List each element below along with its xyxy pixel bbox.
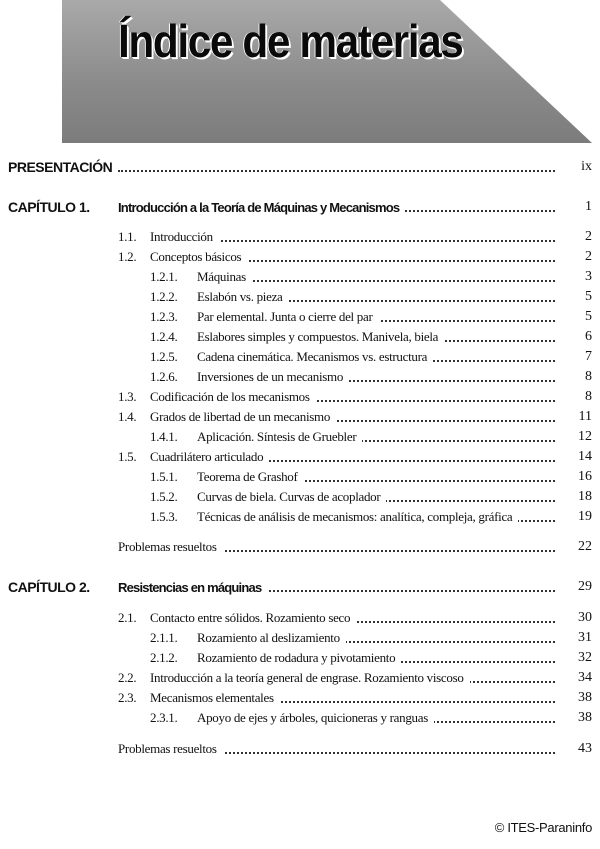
toc-subsection[interactable] [0, 629, 600, 649]
entry-number: 1.4. [118, 409, 137, 424]
toc-subsection[interactable] [0, 649, 600, 669]
toc-presentation[interactable] [0, 158, 600, 178]
entry-title: Máquinas [197, 269, 252, 285]
entry-title: Rozamiento al deslizamiento [197, 630, 346, 646]
entry-number: 1.2. [118, 249, 137, 264]
entry-number: 2.3. [118, 690, 137, 705]
entry-number: 2.1. [118, 610, 137, 625]
toc-subsection[interactable] [0, 328, 600, 348]
page-number: ix [581, 159, 592, 174]
entry-number: 2.1.1. [150, 630, 178, 645]
toc-subsection[interactable] [0, 468, 600, 488]
entry-title: Eslabón vs. pieza [197, 289, 289, 305]
entry-title: Teorema de Grashof [197, 469, 304, 485]
toc-section[interactable] [0, 408, 600, 428]
entry-title: Curvas de biela. Curvas de acoplador [197, 489, 386, 505]
chapter-label: PRESENTACIÓN [8, 159, 113, 175]
entry-number: 1.2.4. [150, 329, 178, 344]
entry-number: 1.4.1. [150, 429, 178, 444]
page-number: 34 [578, 670, 592, 685]
toc-problems[interactable] [0, 740, 600, 760]
toc-section[interactable] [0, 689, 600, 709]
toc-subsection[interactable] [0, 268, 600, 288]
entry-title: Contacto entre sólidos. Rozamiento seco [150, 610, 356, 626]
entry-title: Apoyo de ejes y árboles, quicioneras y ranguas [197, 710, 434, 726]
toc-subsection[interactable] [0, 368, 600, 388]
entry-number: 1.3. [118, 389, 137, 404]
entry-title: Resistencias en máquinas [118, 580, 267, 595]
entry-number: 1.1. [118, 229, 137, 244]
page-number: 7 [585, 349, 592, 364]
entry-number: 1.2.6. [150, 369, 178, 384]
page-number: 8 [585, 369, 592, 384]
entry-title: Aplicación. Síntesis de Gruebler [197, 429, 362, 445]
page-number: 3 [585, 269, 592, 284]
page-number: 30 [578, 610, 592, 625]
page-number: 43 [578, 741, 592, 756]
page-number: 22 [578, 539, 592, 554]
entry-number: 1.5.3. [150, 509, 178, 524]
entry-title: Conceptos básicos [150, 249, 247, 265]
chapter-label: CAPÍTULO 1. [8, 199, 90, 215]
chapter-label: CAPÍTULO 2. [8, 579, 90, 595]
page-number: 31 [578, 630, 592, 645]
entry-number: 2.2. [118, 670, 137, 685]
toc-subsection[interactable] [0, 488, 600, 508]
entry-number: 2.1.2. [150, 650, 178, 665]
entry-title: Introducción a la teoría general de engrase. Rozamiento viscoso [150, 670, 470, 686]
page-number: 11 [578, 409, 592, 424]
entry-number: 1.2.5. [150, 349, 178, 364]
entry-title: Problemas resueltos [118, 539, 223, 555]
page-number: 32 [578, 650, 592, 665]
toc-chapter[interactable] [0, 578, 600, 598]
toc-section[interactable] [0, 448, 600, 468]
page-title: Índice de materias [118, 15, 463, 67]
page-number: 12 [578, 429, 592, 444]
entry-number: 1.2.3. [150, 309, 178, 324]
page-number: 8 [585, 389, 592, 404]
toc-subsection[interactable] [0, 508, 600, 528]
toc-subsection[interactable] [0, 709, 600, 729]
toc-section[interactable] [0, 228, 600, 248]
entry-title: Mecanismos elementales [150, 690, 280, 706]
dot-leader [118, 170, 555, 172]
toc-problems[interactable] [0, 538, 600, 558]
copyright-footer: © ITES-Paraninfo [494, 820, 592, 835]
toc-section[interactable] [0, 609, 600, 629]
page-number: 14 [578, 449, 592, 464]
entry-title: Cuadrilátero articulado [150, 449, 269, 465]
page-number: 5 [585, 289, 592, 304]
toc-section[interactable] [0, 388, 600, 408]
page-number: 29 [578, 579, 592, 594]
entry-title: Técnicas de análisis de mecanismos: analítica, compleja, gráfica [197, 509, 518, 525]
toc-section[interactable] [0, 669, 600, 689]
entry-number: 1.2.2. [150, 289, 178, 304]
page-number: 18 [578, 489, 592, 504]
toc-subsection[interactable] [0, 348, 600, 368]
toc-subsection[interactable] [0, 288, 600, 308]
page-number: 38 [578, 690, 592, 705]
page-number: 38 [578, 710, 592, 725]
entry-title: Problemas resueltos [118, 741, 223, 757]
entry-number: 1.5. [118, 449, 137, 464]
toc-subsection[interactable] [0, 428, 600, 448]
page-number: 5 [585, 309, 592, 324]
entry-title: Introducción [150, 229, 219, 245]
page-number: 2 [585, 249, 592, 264]
page-number: 19 [578, 509, 592, 524]
entry-title: Codificación de los mecanismos [150, 389, 316, 405]
page-number: 1 [585, 199, 592, 214]
entry-number: 1.5.1. [150, 469, 178, 484]
page-number: 2 [585, 229, 592, 244]
entry-title: Grados de libertad de un mecanismo [150, 409, 336, 425]
toc-section[interactable] [0, 248, 600, 268]
entry-title: Inversiones de un mecanismo [197, 369, 349, 385]
entry-number: 1.5.2. [150, 489, 178, 504]
entry-title: Cadena cinemática. Mecanismos vs. estructura [197, 349, 433, 365]
entry-title: Par elemental. Junta o cierre del par [197, 309, 379, 325]
entry-number: 2.3.1. [150, 710, 178, 725]
toc-subsection[interactable] [0, 308, 600, 328]
page-number: 6 [585, 329, 592, 344]
entry-title: Introducción a la Teoría de Máquinas y Mecanismos [118, 200, 405, 215]
entry-title: Rozamiento de rodadura y pivotamiento [197, 650, 401, 666]
entry-title: Eslabores simples y compuestos. Manivela, biela [197, 329, 444, 345]
toc-chapter[interactable] [0, 198, 600, 218]
entry-number: 1.2.1. [150, 269, 178, 284]
page-number: 16 [578, 469, 592, 484]
